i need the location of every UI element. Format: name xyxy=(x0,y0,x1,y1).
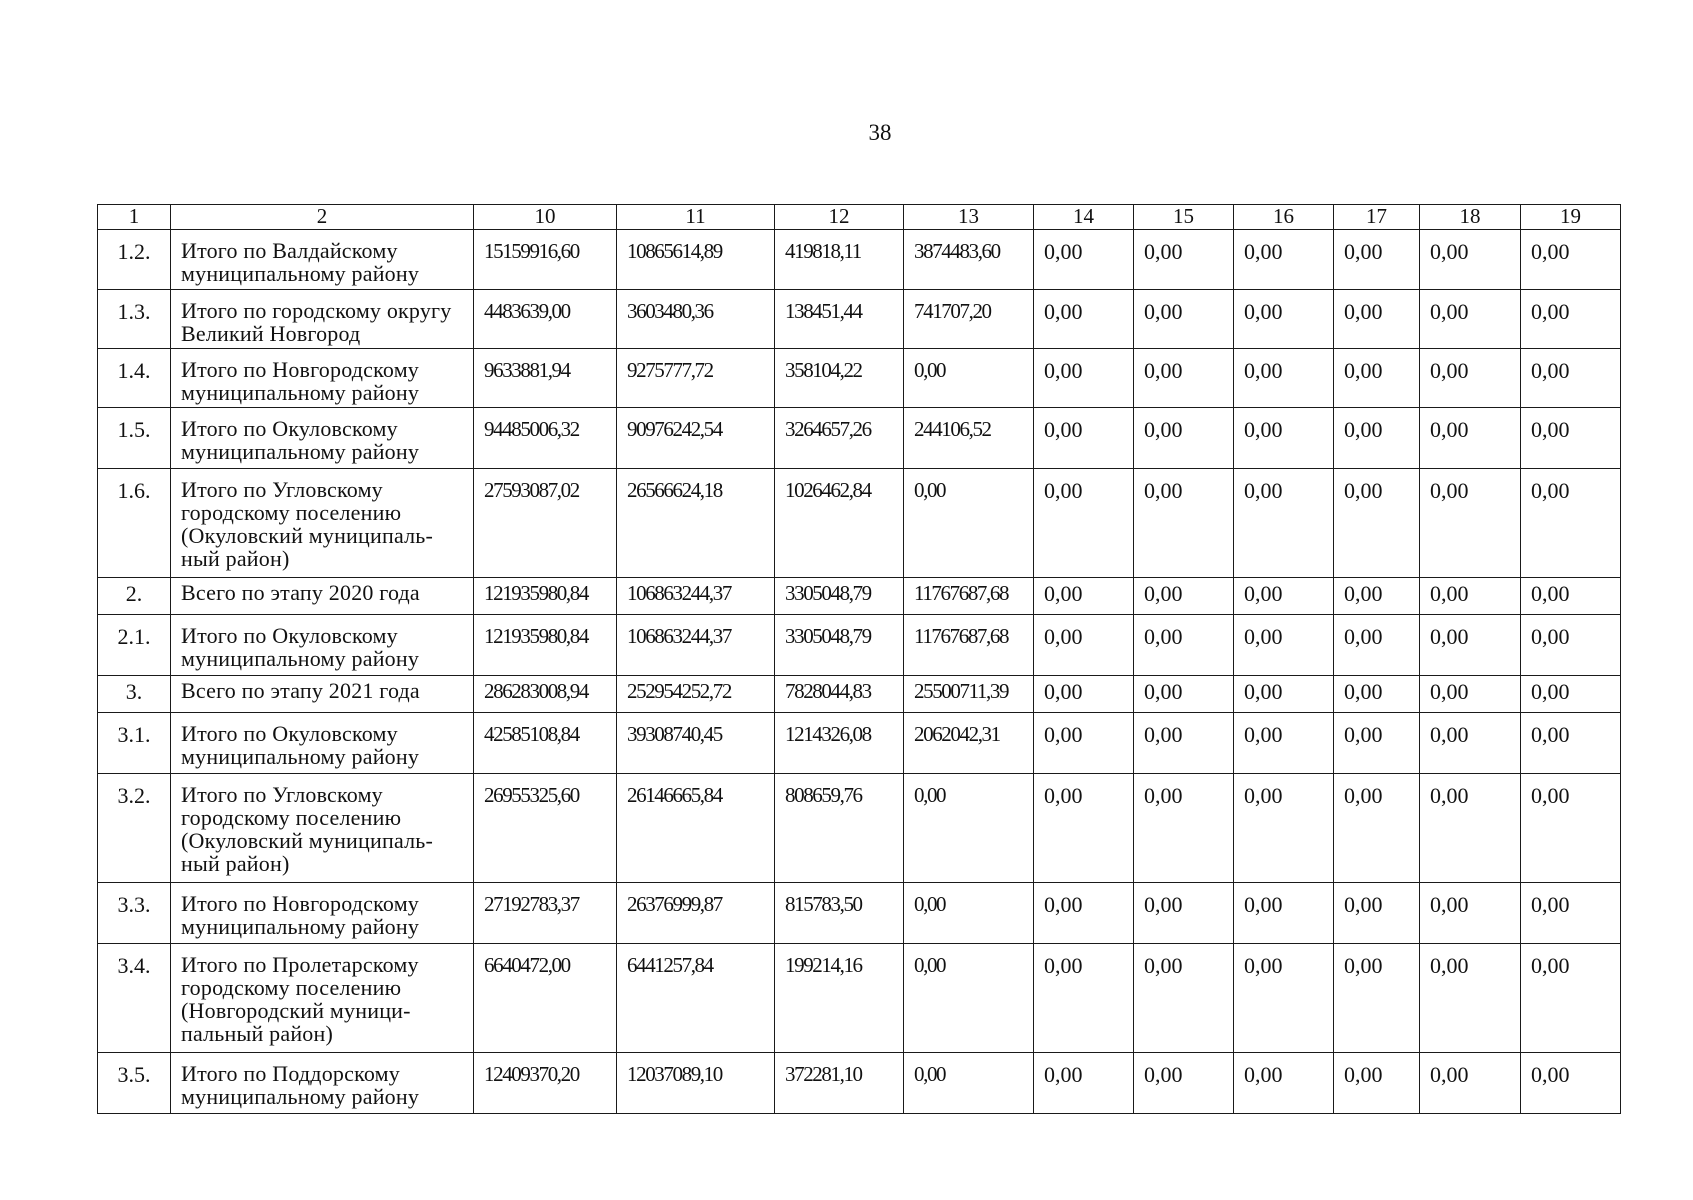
cell-col-19: 0,00 xyxy=(1521,713,1621,774)
cell-col-11: 26566624,18 xyxy=(617,469,775,578)
cell-col-19: 0,00 xyxy=(1521,774,1621,883)
cell-col-16: 0,00 xyxy=(1234,944,1334,1053)
cell-col-16: 0,00 xyxy=(1234,883,1334,944)
row-name: Итого по Пролетарскому городскому поселению (Новгородский муници-пальный район) xyxy=(171,944,474,1053)
row-name: Итого по Окуловскому муниципальному району xyxy=(171,713,474,774)
cell-col-11: 26376999,87 xyxy=(617,883,775,944)
cell-col-13: 0,00 xyxy=(904,349,1034,408)
cell-col-10: 121935980,84 xyxy=(474,615,617,676)
table-row xyxy=(98,578,1621,615)
cell-col-13: 11767687,68 xyxy=(904,578,1034,615)
row-name: Итого по Окуловскому муниципальному району xyxy=(171,408,474,469)
cell-col-13: 0,00 xyxy=(904,774,1034,883)
cell-col-13: 11767687,68 xyxy=(904,615,1034,676)
cell-col-12: 3305048,79 xyxy=(775,578,904,615)
row-index: 1.2. xyxy=(98,230,171,290)
cell-col-15: 0,00 xyxy=(1134,615,1234,676)
header-col-1: 1 xyxy=(98,205,171,230)
cell-col-14: 0,00 xyxy=(1034,349,1134,408)
row-index: 2.1. xyxy=(98,615,171,676)
cell-col-10: 9633881,94 xyxy=(474,349,617,408)
table-row xyxy=(98,290,1621,349)
cell-col-12: 419818,11 xyxy=(775,230,904,290)
row-name: Итого по Новгородскому муниципальному району xyxy=(171,349,474,408)
cell-col-19: 0,00 xyxy=(1521,290,1621,349)
cell-col-13: 741707,20 xyxy=(904,290,1034,349)
cell-col-11: 90976242,54 xyxy=(617,408,775,469)
row-index: 3.4. xyxy=(98,944,171,1053)
row-name: Итого по Валдайскому муниципальному району xyxy=(171,230,474,290)
cell-col-17: 0,00 xyxy=(1334,349,1420,408)
cell-col-15: 0,00 xyxy=(1134,1053,1234,1114)
cell-col-17: 0,00 xyxy=(1334,676,1420,713)
cell-col-17: 0,00 xyxy=(1334,290,1420,349)
row-name: Всего по этапу 2020 года xyxy=(171,578,474,615)
cell-col-16: 0,00 xyxy=(1234,230,1334,290)
table-body xyxy=(98,230,1621,1114)
cell-col-18: 0,00 xyxy=(1420,944,1521,1053)
page-number: 38 xyxy=(868,120,892,145)
cell-col-16: 0,00 xyxy=(1234,469,1334,578)
cell-col-10: 286283008,94 xyxy=(474,676,617,713)
cell-col-17: 0,00 xyxy=(1334,883,1420,944)
table-row xyxy=(98,408,1621,469)
cell-col-13: 2062042,31 xyxy=(904,713,1034,774)
cell-col-14: 0,00 xyxy=(1034,408,1134,469)
cell-col-16: 0,00 xyxy=(1234,349,1334,408)
cell-col-12: 808659,76 xyxy=(775,774,904,883)
cell-col-19: 0,00 xyxy=(1521,615,1621,676)
cell-col-18: 0,00 xyxy=(1420,774,1521,883)
row-index: 1.6. xyxy=(98,469,171,578)
cell-col-14: 0,00 xyxy=(1034,676,1134,713)
cell-col-14: 0,00 xyxy=(1034,469,1134,578)
table-row xyxy=(98,1053,1621,1114)
row-index: 1.4. xyxy=(98,349,171,408)
table-row xyxy=(98,944,1621,1053)
cell-col-13: 244106,52 xyxy=(904,408,1034,469)
cell-col-16: 0,00 xyxy=(1234,578,1334,615)
cell-col-11: 3603480,36 xyxy=(617,290,775,349)
table-row xyxy=(98,883,1621,944)
cell-col-19: 0,00 xyxy=(1521,469,1621,578)
table-row xyxy=(98,230,1621,290)
cell-col-11: 26146665,84 xyxy=(617,774,775,883)
header-col-2: 2 xyxy=(171,205,474,230)
cell-col-12: 3305048,79 xyxy=(775,615,904,676)
cell-col-15: 0,00 xyxy=(1134,469,1234,578)
cell-col-12: 358104,22 xyxy=(775,349,904,408)
row-name: Итого по Новгородскому муниципальному району xyxy=(171,883,474,944)
table-row xyxy=(98,349,1621,408)
cell-col-18: 0,00 xyxy=(1420,1053,1521,1114)
cell-col-15: 0,00 xyxy=(1134,774,1234,883)
cell-col-18: 0,00 xyxy=(1420,230,1521,290)
cell-col-14: 0,00 xyxy=(1034,944,1134,1053)
cell-col-14: 0,00 xyxy=(1034,774,1134,883)
cell-col-11: 39308740,45 xyxy=(617,713,775,774)
header-col-16: 16 xyxy=(1234,205,1334,230)
header-col-10: 10 xyxy=(474,205,617,230)
cell-col-12: 199214,16 xyxy=(775,944,904,1053)
table-row xyxy=(98,713,1621,774)
cell-col-12: 1026462,84 xyxy=(775,469,904,578)
header-col-14: 14 xyxy=(1034,205,1134,230)
row-name: Итого по Поддорскому муниципальному району xyxy=(171,1053,474,1114)
cell-col-12: 815783,50 xyxy=(775,883,904,944)
cell-col-17: 0,00 xyxy=(1334,713,1420,774)
cell-col-16: 0,00 xyxy=(1234,774,1334,883)
cell-col-15: 0,00 xyxy=(1134,713,1234,774)
cell-col-18: 0,00 xyxy=(1420,676,1521,713)
header-col-12: 12 xyxy=(775,205,904,230)
table-row xyxy=(98,774,1621,883)
cell-col-17: 0,00 xyxy=(1334,408,1420,469)
cell-col-10: 4483639,00 xyxy=(474,290,617,349)
table-row xyxy=(98,676,1621,713)
row-index: 3.3. xyxy=(98,883,171,944)
cell-col-14: 0,00 xyxy=(1034,615,1134,676)
row-index: 2. xyxy=(98,578,171,615)
cell-col-10: 6640472,00 xyxy=(474,944,617,1053)
cell-col-13: 0,00 xyxy=(904,944,1034,1053)
cell-col-18: 0,00 xyxy=(1420,615,1521,676)
cell-col-15: 0,00 xyxy=(1134,408,1234,469)
cell-col-11: 106863244,37 xyxy=(617,615,775,676)
cell-col-18: 0,00 xyxy=(1420,713,1521,774)
cell-col-16: 0,00 xyxy=(1234,676,1334,713)
cell-col-15: 0,00 xyxy=(1134,676,1234,713)
header-col-17: 17 xyxy=(1334,205,1420,230)
cell-col-17: 0,00 xyxy=(1334,578,1420,615)
cell-col-19: 0,00 xyxy=(1521,1053,1621,1114)
cell-col-14: 0,00 xyxy=(1034,230,1134,290)
cell-col-18: 0,00 xyxy=(1420,883,1521,944)
cell-col-14: 0,00 xyxy=(1034,883,1134,944)
cell-col-17: 0,00 xyxy=(1334,944,1420,1053)
cell-col-17: 0,00 xyxy=(1334,230,1420,290)
cell-col-16: 0,00 xyxy=(1234,615,1334,676)
budget-table xyxy=(97,204,1621,1114)
cell-col-19: 0,00 xyxy=(1521,408,1621,469)
cell-col-12: 372281,10 xyxy=(775,1053,904,1114)
cell-col-18: 0,00 xyxy=(1420,408,1521,469)
cell-col-18: 0,00 xyxy=(1420,290,1521,349)
cell-col-13: 25500711,39 xyxy=(904,676,1034,713)
cell-col-19: 0,00 xyxy=(1521,349,1621,408)
table-row xyxy=(98,615,1621,676)
row-name: Итого по городскому округу Великий Новгород xyxy=(171,290,474,349)
cell-col-13: 3874483,60 xyxy=(904,230,1034,290)
header-col-13: 13 xyxy=(904,205,1034,230)
cell-col-16: 0,00 xyxy=(1234,290,1334,349)
cell-col-15: 0,00 xyxy=(1134,944,1234,1053)
cell-col-13: 0,00 xyxy=(904,1053,1034,1114)
cell-col-16: 0,00 xyxy=(1234,713,1334,774)
row-index: 3. xyxy=(98,676,171,713)
cell-col-11: 12037089,10 xyxy=(617,1053,775,1114)
cell-col-11: 106863244,37 xyxy=(617,578,775,615)
cell-col-19: 0,00 xyxy=(1521,230,1621,290)
row-index: 1.5. xyxy=(98,408,171,469)
cell-col-18: 0,00 xyxy=(1420,469,1521,578)
cell-col-14: 0,00 xyxy=(1034,290,1134,349)
cell-col-12: 138451,44 xyxy=(775,290,904,349)
cell-col-13: 0,00 xyxy=(904,469,1034,578)
row-name: Итого по Окуловскому муниципальному району xyxy=(171,615,474,676)
cell-col-15: 0,00 xyxy=(1134,230,1234,290)
header-row xyxy=(98,205,1621,230)
cell-col-19: 0,00 xyxy=(1521,578,1621,615)
cell-col-19: 0,00 xyxy=(1521,883,1621,944)
row-name: Итого по Угловскому городскому поселению (Окуловский муниципаль-ный район) xyxy=(171,774,474,883)
cell-col-17: 0,00 xyxy=(1334,469,1420,578)
header-col-19: 19 xyxy=(1521,205,1621,230)
cell-col-12: 1214326,08 xyxy=(775,713,904,774)
row-index: 3.2. xyxy=(98,774,171,883)
cell-col-14: 0,00 xyxy=(1034,578,1134,615)
row-index: 3.5. xyxy=(98,1053,171,1114)
cell-col-17: 0,00 xyxy=(1334,615,1420,676)
cell-col-14: 0,00 xyxy=(1034,713,1134,774)
cell-col-10: 12409370,20 xyxy=(474,1053,617,1114)
cell-col-11: 10865614,89 xyxy=(617,230,775,290)
cell-col-11: 252954252,72 xyxy=(617,676,775,713)
cell-col-12: 3264657,26 xyxy=(775,408,904,469)
cell-col-14: 0,00 xyxy=(1034,1053,1134,1114)
row-index: 1.3. xyxy=(98,290,171,349)
cell-col-11: 6441257,84 xyxy=(617,944,775,1053)
cell-col-19: 0,00 xyxy=(1521,676,1621,713)
cell-col-15: 0,00 xyxy=(1134,883,1234,944)
cell-col-19: 0,00 xyxy=(1521,944,1621,1053)
cell-col-10: 27192783,37 xyxy=(474,883,617,944)
row-name: Итого по Угловскому городскому поселению (Окуловский муниципаль-ный район) xyxy=(171,469,474,578)
cell-col-11: 9275777,72 xyxy=(617,349,775,408)
cell-col-10: 27593087,02 xyxy=(474,469,617,578)
table-header xyxy=(98,205,1621,230)
cell-col-10: 15159916,60 xyxy=(474,230,617,290)
cell-col-16: 0,00 xyxy=(1234,408,1334,469)
cell-col-15: 0,00 xyxy=(1134,290,1234,349)
row-name: Всего по этапу 2021 года xyxy=(171,676,474,713)
cell-col-17: 0,00 xyxy=(1334,774,1420,883)
cell-col-17: 0,00 xyxy=(1334,1053,1420,1114)
cell-col-16: 0,00 xyxy=(1234,1053,1334,1114)
cell-col-18: 0,00 xyxy=(1420,349,1521,408)
cell-col-10: 42585108,84 xyxy=(474,713,617,774)
header-col-11: 11 xyxy=(617,205,775,230)
table-row xyxy=(98,469,1621,578)
cell-col-10: 94485006,32 xyxy=(474,408,617,469)
cell-col-18: 0,00 xyxy=(1420,578,1521,615)
cell-col-13: 0,00 xyxy=(904,883,1034,944)
cell-col-15: 0,00 xyxy=(1134,578,1234,615)
cell-col-12: 7828044,83 xyxy=(775,676,904,713)
cell-col-10: 121935980,84 xyxy=(474,578,617,615)
header-col-18: 18 xyxy=(1420,205,1521,230)
header-col-15: 15 xyxy=(1134,205,1234,230)
row-index: 3.1. xyxy=(98,713,171,774)
cell-col-15: 0,00 xyxy=(1134,349,1234,408)
cell-col-10: 26955325,60 xyxy=(474,774,617,883)
